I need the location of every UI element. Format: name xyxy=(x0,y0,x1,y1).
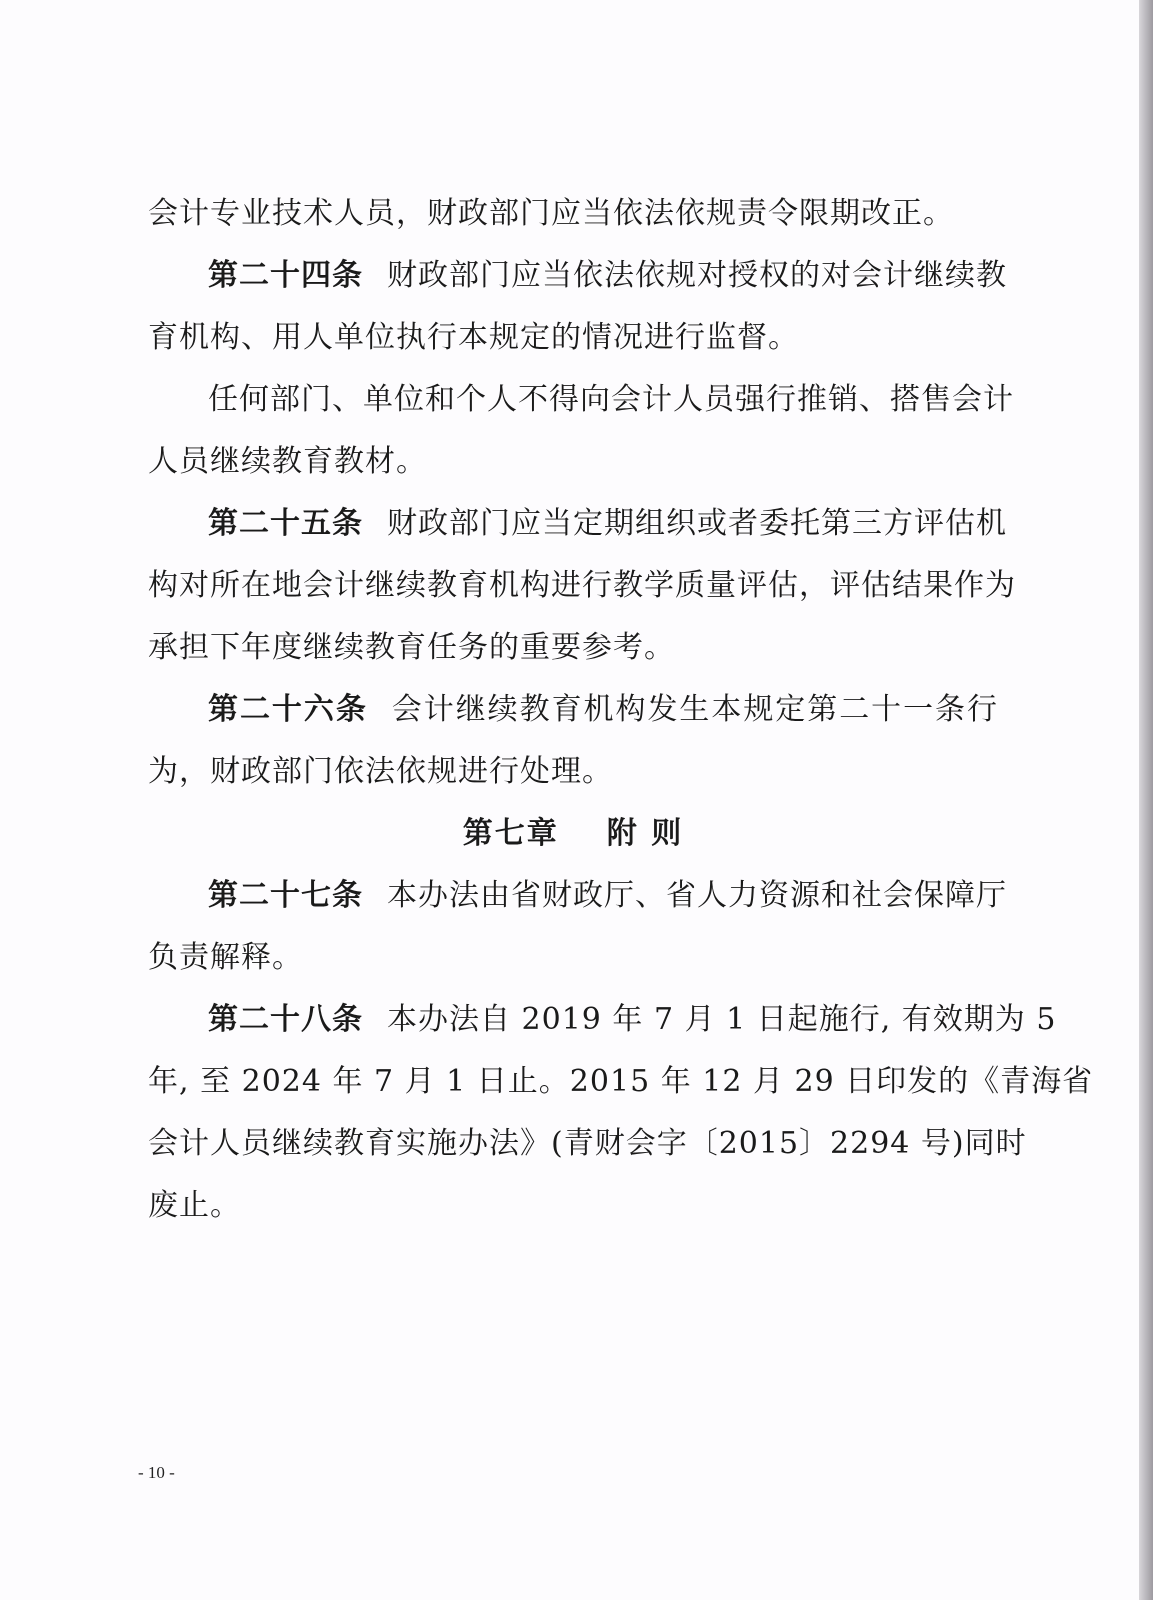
article-heading: 第二十八条 xyxy=(208,1002,363,1037)
scan-edge xyxy=(1139,0,1153,1600)
text-line: 本办法自 2019 年 7 月 1 日起施行, 有效期为 5 xyxy=(387,1002,1057,1037)
text-line: 财政部门应当定期组织或者委托第三方评估机 xyxy=(387,506,1007,541)
article-27 xyxy=(148,865,1007,927)
text-line: 负责解释。 xyxy=(148,940,303,975)
text-line: 本办法由省财政厅、省人力资源和社会保障厅 xyxy=(387,878,1007,913)
article-26 xyxy=(148,679,998,741)
article-heading: 第二十六条 xyxy=(208,692,368,727)
chapter-title xyxy=(148,803,998,865)
chapter-name: 附 则 xyxy=(606,816,684,851)
document-body xyxy=(148,183,1094,1237)
text-line: 任何部门、单位和个人不得向会计人员强行推销、搭售会计 xyxy=(208,382,1014,417)
text-line: 会计人员继续教育实施办法》(青财会字〔2015〕2294 号)同时 xyxy=(148,1126,1027,1161)
text-line: 财政部门应当依法依规对授权的对会计继续教 xyxy=(387,258,1007,293)
page-number: - 10 - xyxy=(138,1463,175,1482)
text-line: 废止。 xyxy=(148,1188,241,1223)
text-line: 承担下年度继续教育任务的重要参考。 xyxy=(148,630,675,665)
article-heading: 第二十四条 xyxy=(208,258,363,293)
text-line: 构对所在地会计继续教育机构进行教学质量评估，评估结果作为 xyxy=(148,568,1016,603)
text-line: 育机构、用人单位执行本规定的情况进行监督。 xyxy=(148,320,799,355)
article-28 xyxy=(148,989,1057,1051)
text-line: 会计继续教育机构发生本规定第二十一条行 xyxy=(391,692,999,727)
article-24 xyxy=(148,245,1007,307)
text-line: 年, 至 2024 年 7 月 1 日止。2015 年 12 月 29 日印发的《青海省 xyxy=(148,1064,1094,1099)
chapter-number: 第七章 xyxy=(462,816,559,851)
text-line: 人员继续教育教材。 xyxy=(148,444,427,479)
text-line: 会计专业技术人员，财政部门应当依法依规责令限期改正。 xyxy=(148,196,954,231)
article-heading: 第二十七条 xyxy=(208,878,363,913)
article-25 xyxy=(148,493,1007,555)
text-line: 为，财政部门依法依规进行处理。 xyxy=(148,754,613,789)
article-heading: 第二十五条 xyxy=(208,506,363,541)
